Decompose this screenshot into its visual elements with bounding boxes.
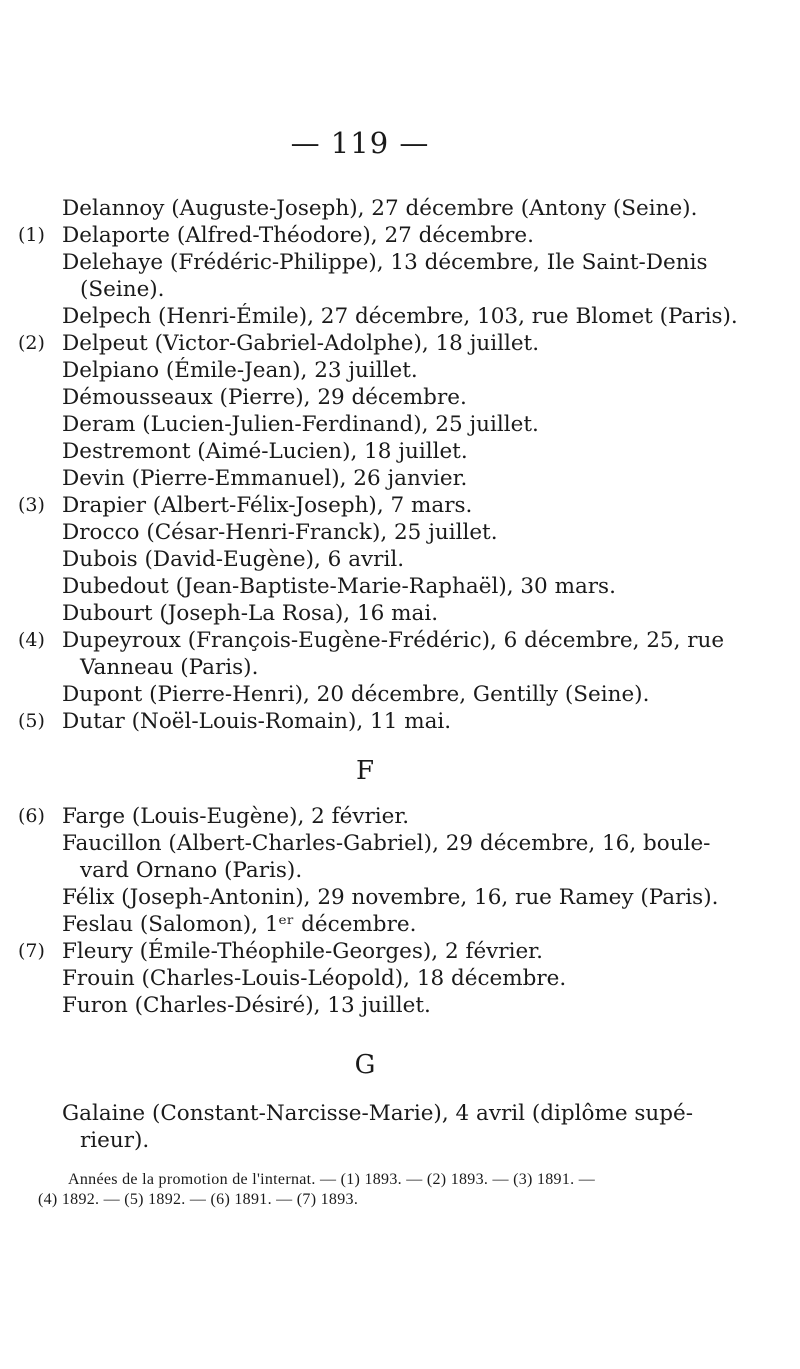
section-letter-g: G — [354, 1050, 376, 1080]
entry-text: Delpech (Henri-Émile), 27 décembre, 103, rue Blomet (Paris). — [62, 304, 738, 329]
entry-text: Farge (Louis-Eugène), 2 février. — [62, 804, 410, 829]
footnote-marker: (1) — [18, 224, 45, 246]
entry-text: Delaporte (Alfred-Théodore), 27 décembre. — [62, 223, 534, 248]
list-item — [0, 573, 694, 600]
footnote-marker: (5) — [18, 710, 45, 732]
entry-text: Furon (Charles-Désiré), 13 juillet. — [62, 993, 431, 1018]
entry-continuation: rieur). — [80, 1128, 150, 1153]
list-item — [0, 600, 694, 627]
footnote-marker: (2) — [18, 332, 45, 354]
list-item — [0, 411, 694, 438]
list-item — [0, 303, 738, 330]
entry-text: Dubedout (Jean-Baptiste-Marie-Raphaël), 30 mars. — [62, 574, 616, 599]
entry-text: Delpiano (Émile-Jean), 23 juillet. — [62, 358, 418, 383]
footnote-marker: (4) — [18, 629, 45, 651]
section-g-entries — [0, 1100, 800, 1154]
list-item — [0, 938, 694, 965]
footnote-marker: (6) — [18, 805, 45, 827]
entry-text: Feslau (Salomon), 1ᵉʳ décembre. — [62, 912, 417, 937]
list-item — [0, 992, 694, 1019]
entry-text: Dubois (David-Eugène), 6 avril. — [62, 547, 405, 572]
entry-text: Félix (Joseph-Antonin), 29 novembre, 16, rue Ramey (Paris). — [62, 885, 719, 910]
list-item — [0, 384, 694, 411]
entry-text: Dupeyroux (François-Eugène-Frédéric), 6 décembre, 25, rue — [62, 628, 725, 653]
entry-text: Delpeut (Victor-Gabriel-Adolphe), 18 juillet. — [62, 331, 540, 356]
entry-text: Devin (Pierre-Emmanuel), 26 janvier. — [62, 466, 468, 491]
section-f-entries — [0, 803, 800, 1019]
list-item — [0, 627, 725, 681]
list-item — [0, 884, 719, 911]
entry-text: Deram (Lucien-Julien-Ferdinand), 25 juillet. — [62, 412, 539, 437]
footnote-marker: (3) — [18, 494, 45, 516]
entry-text: Drapier (Albert-Félix-Joseph), 7 mars. — [62, 493, 473, 518]
list-item — [0, 1100, 694, 1154]
list-item — [0, 249, 708, 303]
entry-text: Démousseaux (Pierre), 29 décembre. — [62, 385, 467, 410]
list-item — [0, 803, 694, 830]
list-item — [0, 222, 694, 249]
entry-text: Fleury (Émile-Théophile-Georges), 2 février. — [62, 939, 543, 964]
entry-text: Dubourt (Joseph-La Rosa), 16 mai. — [62, 601, 439, 626]
section-letter-f: F — [355, 756, 375, 786]
entry-text: Galaine (Constant-Narcisse-Marie), 4 avril (diplôme supé- — [62, 1101, 694, 1126]
footnote — [38, 1170, 710, 1210]
entry-text: Dutar (Noël-Louis-Romain), 11 mai. — [62, 709, 452, 734]
footnote-marker: (7) — [18, 940, 45, 962]
list-item — [0, 546, 694, 573]
section-d-entries — [0, 195, 800, 735]
list-item — [0, 465, 694, 492]
list-item — [0, 519, 694, 546]
list-item — [0, 330, 694, 357]
entry-continuation: Vanneau (Paris). — [80, 655, 259, 680]
entry-text: Drocco (César-Henri-Franck), 25 juillet. — [62, 520, 498, 545]
list-item — [0, 438, 694, 465]
entry-continuation: vard Ornano (Paris). — [80, 858, 303, 883]
list-item — [0, 357, 694, 384]
entry-continuation: (Seine). — [80, 277, 165, 302]
entry-text: Faucillon (Albert-Charles-Gabriel), 29 décembre, 16, boule- — [62, 831, 711, 856]
list-item — [0, 911, 694, 938]
list-item — [0, 830, 711, 884]
list-item — [0, 195, 698, 222]
entry-text: Delehaye (Frédéric-Philippe), 13 décembre, Ile Saint-Denis — [62, 250, 708, 275]
footnote-line-2: (4) 1892. — (5) 1892. — (6) 1891. — (7) 1893. — [38, 1191, 359, 1208]
list-item — [0, 681, 694, 708]
footnote-line-1: Années de la promotion de l'internat. — (1) 1893. — (2) 1893. — (3) 1891. — — [68, 1171, 596, 1188]
list-item — [0, 965, 694, 992]
list-item — [0, 492, 694, 519]
list-item — [0, 708, 694, 735]
entry-text: Delannoy (Auguste-Joseph), 27 décembre (Antony (Seine). — [62, 196, 698, 221]
entry-text: Frouin (Charles-Louis-Léopold), 18 décembre. — [62, 966, 567, 991]
page-number: — 119 — — [290, 126, 430, 160]
entry-text: Destremont (Aimé-Lucien), 18 juillet. — [62, 439, 468, 464]
entry-text: Dupont (Pierre-Henri), 20 décembre, Gentilly (Seine). — [62, 682, 650, 707]
